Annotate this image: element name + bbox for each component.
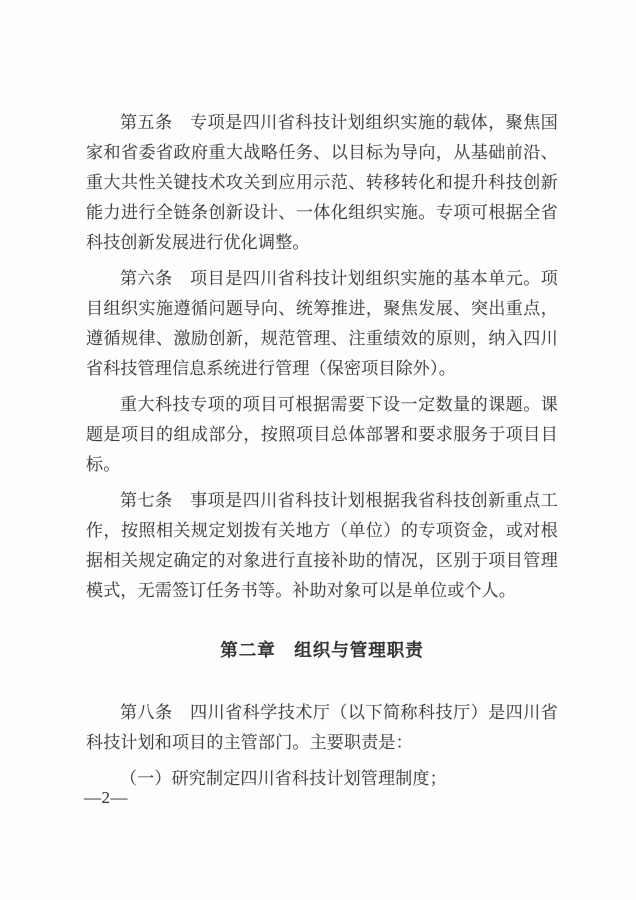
chapter-heading: 第二章 组织与管理职责	[220, 640, 424, 660]
paragraph: 第五条 专项是四川省科技计划组织实施的载体，聚焦国家和省委省政府重大战略任务、以目标为导向，从基础前沿、重大共性关键技术攻关到应用示范、转移转化和提升科技创新能力进行全链条创新设计、一体化组织实施。专项可根据全省科技创新发展进行优化调整。	[86, 113, 558, 252]
page-number: —2—	[84, 788, 128, 807]
paragraph: 第六条 项目是四川省科技计划组织实施的基本单元。项目组织实施遵循问题导向、统筹推进，聚焦发展、突出重点，遵循规律、激励创新，规范管理、注重绩效的原则，纳入四川省科技管理信息系统进行管理（保密项目除外）。	[86, 269, 558, 378]
document-content	[86, 108, 558, 800]
paragraph: 第七条 事项是四川省科技计划根据我省科技创新重点工作，按照相关规定划拨有关地方（单位）的专项资金，或对根据相关规定确定的对象进行直接补助的情况，区别于项目管理模式，无需签订任务书等。补助对象可以是单位或个人。	[86, 491, 558, 600]
paragraph: 第八条 四川省科学技术厅（以下简称科技厅）是四川省科技计划和项目的主管部门。主要职责是：	[86, 703, 558, 752]
paragraph: （一）研究制定四川省科技计划管理制度；	[120, 769, 447, 788]
paragraph: 重大科技专项的项目可根据需要下设一定数量的课题。课题是项目的组成部分，按照项目总体部署和要求服务于项目目标。	[86, 395, 558, 474]
